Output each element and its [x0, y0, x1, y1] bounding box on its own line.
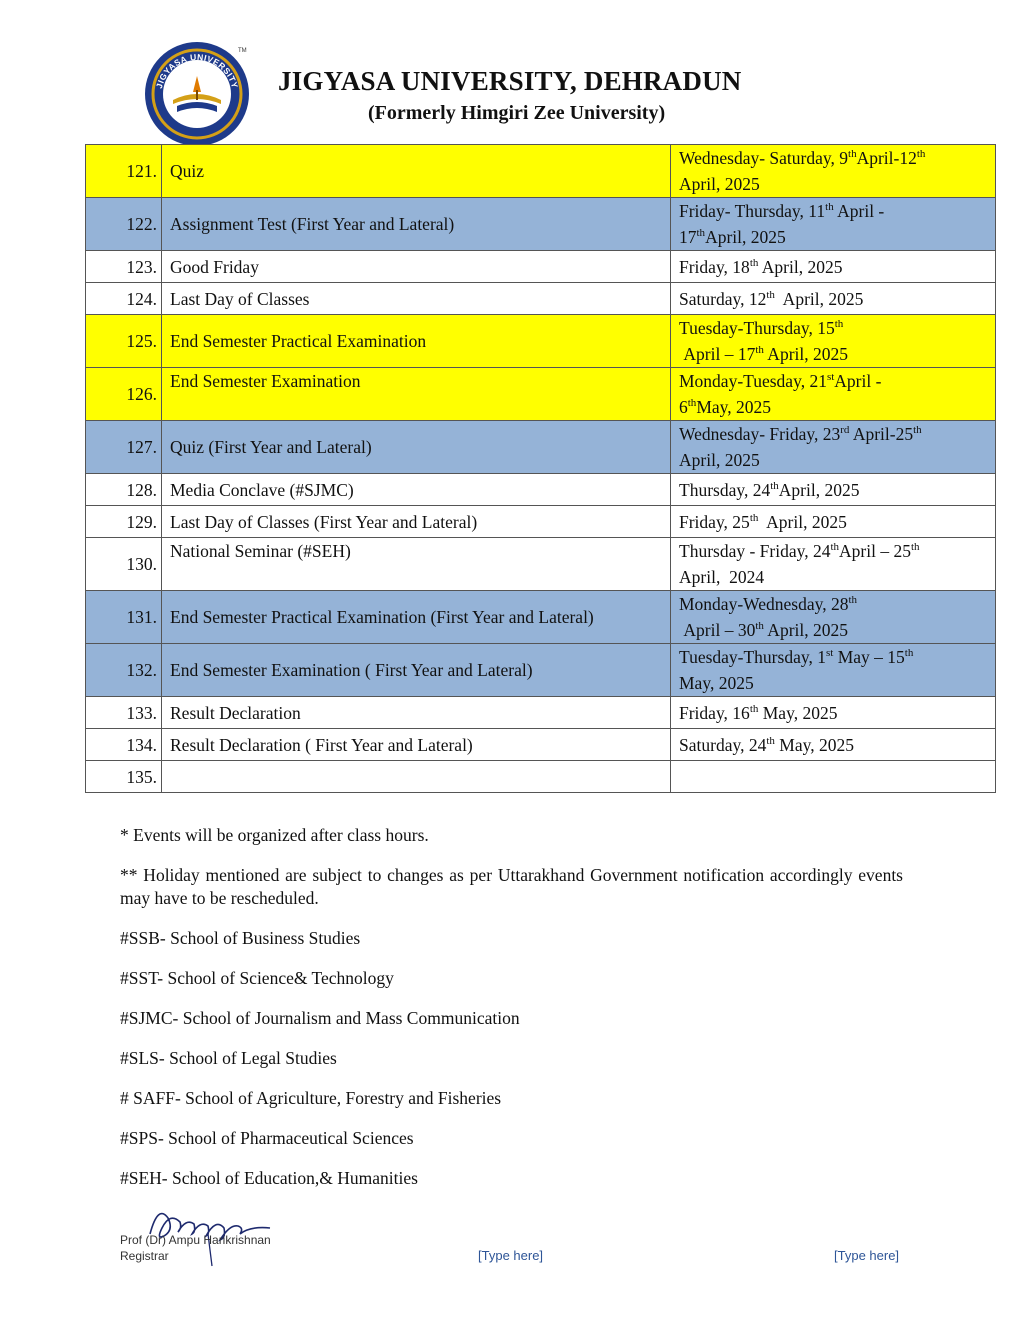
event-name: Quiz — [162, 145, 671, 198]
event-name: Quiz (First Year and Lateral) — [162, 421, 671, 474]
notes-section — [120, 824, 903, 1190]
row-number: 134. — [86, 729, 162, 761]
event-date: Thursday, 24thApril, 2025 — [671, 474, 996, 506]
event-name: Result Declaration — [162, 697, 671, 729]
calendar-row — [86, 315, 996, 368]
event-name: Last Day of Classes — [162, 283, 671, 315]
row-number: 124. — [86, 283, 162, 315]
footer-placeholder-right: [Type here] — [834, 1248, 900, 1263]
note-holiday: ** Holiday mentioned are subject to changes as per Uttarakhand Government notification accordingly events may have to be rescheduled. — [120, 865, 903, 908]
school-abbreviation: #SPS- School of Pharmaceutical Sciences — [120, 1128, 414, 1148]
event-date: Saturday, 24th May, 2025 — [671, 729, 996, 761]
row-number: 121. — [86, 145, 162, 198]
event-name: Good Friday — [162, 251, 671, 283]
row-number: 128. — [86, 474, 162, 506]
event-date: Saturday, 12th April, 2025 — [671, 283, 996, 315]
calendar-row — [86, 368, 996, 421]
event-date: Monday-Wednesday, 28th April – 30th April, 2025 — [671, 591, 996, 644]
school-abbreviation: #SLS- School of Legal Studies — [120, 1048, 337, 1068]
calendar-row — [86, 729, 996, 761]
signatory-name: Prof (Dr) Ampu Harikrishnan — [120, 1233, 271, 1247]
calendar-row — [86, 421, 996, 474]
event-date: Wednesday- Friday, 23rd April-25th April, 2025 — [671, 421, 996, 474]
event-date: Tuesday-Thursday, 15th April – 17th April, 2025 — [671, 315, 996, 368]
calendar-row — [86, 644, 996, 697]
document-header — [0, 30, 1024, 140]
calendar-row — [86, 145, 996, 198]
event-name: National Seminar (#SEH) — [162, 538, 671, 591]
calendar-row — [86, 474, 996, 506]
event-name: End Semester Practical Examination — [162, 315, 671, 368]
row-number: 132. — [86, 644, 162, 697]
university-logo — [143, 40, 251, 148]
row-number: 127. — [86, 421, 162, 474]
event-name: End Semester Examination ( First Year and Lateral) — [162, 644, 671, 697]
school-abbreviation: #SSB- School of Business Studies — [120, 928, 361, 948]
event-name: End Semester Practical Examination (First Year and Lateral) — [162, 591, 671, 644]
event-date: Monday-Tuesday, 21stApril - 6thMay, 2025 — [671, 368, 996, 421]
row-number: 125. — [86, 315, 162, 368]
event-name: Result Declaration ( First Year and Lateral) — [162, 729, 671, 761]
event-date: Tuesday-Thursday, 1st May – 15th May, 2025 — [671, 644, 996, 697]
calendar-row — [86, 198, 996, 251]
footer-placeholder-center: [Type here] — [478, 1248, 544, 1263]
signatory-role: Registrar — [120, 1249, 169, 1263]
event-name: Assignment Test (First Year and Lateral) — [162, 198, 671, 251]
note-events: * Events will be organized after class hours. — [120, 825, 429, 845]
row-number: 130. — [86, 538, 162, 591]
calendar-row — [86, 251, 996, 283]
calendar-row — [86, 761, 996, 793]
logo-ring-text: JIGYASA UNIVERSITY — [153, 51, 241, 90]
school-abbreviation-list — [120, 927, 903, 1190]
calendar-row — [86, 538, 996, 591]
event-date: Thursday - Friday, 24thApril – 25th April, 2024 — [671, 538, 996, 591]
row-number: 129. — [86, 506, 162, 538]
event-date: Friday, 25th April, 2025 — [671, 506, 996, 538]
event-date: Wednesday- Saturday, 9thApril-12th April, 2025 — [671, 145, 996, 198]
event-date: Friday, 16th May, 2025 — [671, 697, 996, 729]
event-name: Media Conclave (#SJMC) — [162, 474, 671, 506]
event-date: Friday, 18th April, 2025 — [671, 251, 996, 283]
calendar-row — [86, 506, 996, 538]
academic-calendar-table — [85, 144, 996, 793]
row-number: 133. — [86, 697, 162, 729]
row-number: 135. — [86, 761, 162, 793]
calendar-row — [86, 591, 996, 644]
calendar-row — [86, 697, 996, 729]
event-name: End Semester Examination — [162, 368, 671, 421]
row-number: 122. — [86, 198, 162, 251]
event-name: Last Day of Classes (First Year and Lateral) — [162, 506, 671, 538]
university-title: JIGYASA UNIVERSITY, DEHRADUN — [278, 66, 742, 96]
row-number: 123. — [86, 251, 162, 283]
row-number: 126. — [86, 368, 162, 421]
school-abbreviation: # SAFF- School of Agriculture, Forestry and Fisheries — [120, 1088, 502, 1108]
event-date — [671, 761, 996, 793]
event-name — [162, 761, 671, 793]
row-number: 131. — [86, 591, 162, 644]
school-abbreviation: #SJMC- School of Journalism and Mass Communication — [120, 1008, 520, 1028]
school-abbreviation: #SEH- School of Education,& Humanities — [120, 1168, 418, 1188]
event-date: Friday- Thursday, 11th April - 17thApril, 2025 — [671, 198, 996, 251]
svg-text:TM: TM — [238, 48, 247, 54]
university-subtitle: (Formerly Himgiri Zee University) — [368, 102, 666, 124]
school-abbreviation: #SST- School of Science& Technology — [120, 968, 394, 988]
calendar-row — [86, 283, 996, 315]
